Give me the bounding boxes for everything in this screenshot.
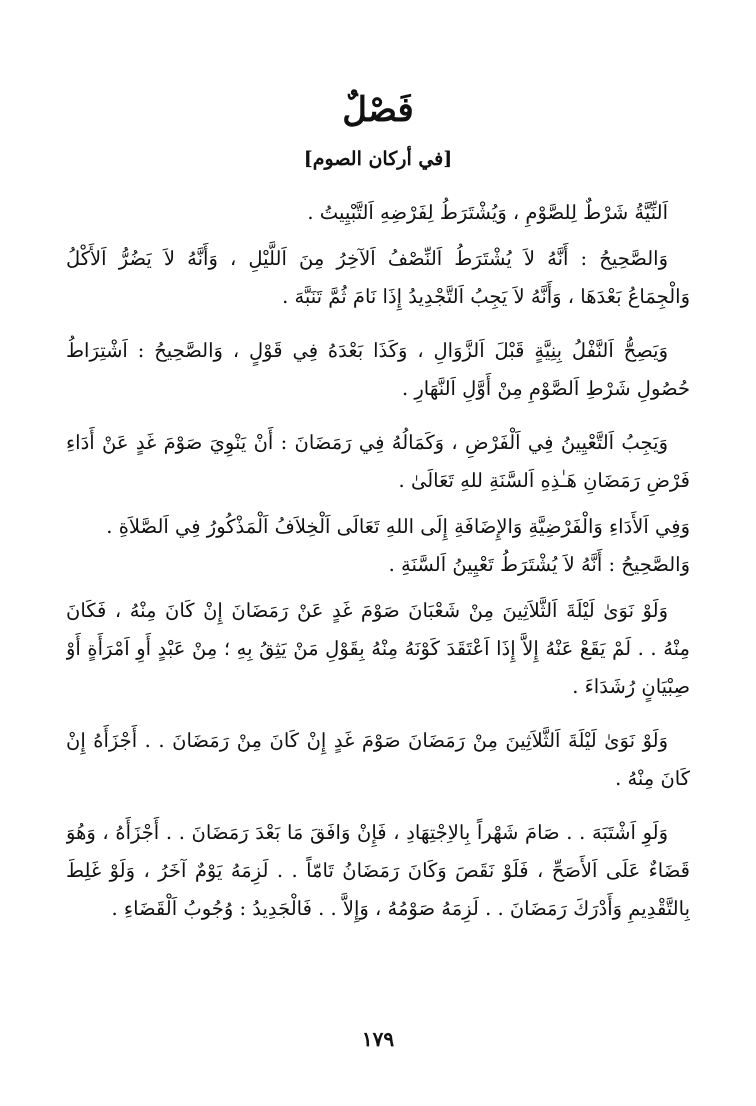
text-line: اَلنِّيَّةُ شَرْطٌ لِلصَّوْمِ ، وَيُشْتَرَطُ لِفَرْضِهِ اَلتَّبْيِيتُ . bbox=[307, 201, 668, 224]
text-line: وَلَوِ اَشْتَبَهَ . . صَامَ شَهْراً بِالاِجْتِهَادِ ، فَإِنْ وَافَقَ مَا بَعْدَ رَمَضَانَ . . أَجْزَأَهُ ، وَهُوَ bbox=[66, 821, 668, 844]
paragraph-5 bbox=[66, 508, 690, 546]
text-line: بِالتَّقْدِيمِ وَأَدْرَكَ رَمَضَانَ . . لَزِمَهُ صَوْمُهُ ، وَإِلاَّ . . فَالْجَدِيدُ : وُجُوبُ اَلْقَضَاءِ . bbox=[111, 897, 690, 920]
text-line: مِنْهُ . . لَمْ يَقَعْ عَنْهُ إِلاَّ إِذَا اَعْتَقَدَ كَوْنَهُ مِنْهُ بِقَوْلِ مَنْ يَثِقُ بِهِ ؛ مِنْ عَبْدٍ أَوِ اَمْرَأَةٍ أَوْ bbox=[66, 637, 690, 660]
text-line: وَفِي اَلأَدَاءِ وَالْفَرْضِيَّةِ وَالإِضَافَةِ إِلَى اللهِ تَعَالَى اَلْخِلاَفُ اَلْمَذْكُورُ فِي اَلصَّلاَةِ . bbox=[106, 515, 690, 538]
paragraph-8 bbox=[66, 722, 690, 798]
text-line: وَيَجِبُ اَلتَّعْيِينُ فِي اَلْفَرْضِ ، وَكَمَالُهُ فِي رَمَضَانَ : أَنْ يَنْوِيَ صَوْمَ غَدٍ عَنْ أَدَاءِ bbox=[66, 431, 668, 454]
text-line: وَالصَّحِيحُ : أَنَّهُ لاَ يُشْتَرَطُ اَلنِّصْفُ اَلآخِرُ مِنَ اَللَّيْلِ ، وَأَنَّهُ لاَ يَضُرُّ اَلأَكْلُ bbox=[66, 247, 668, 270]
paragraph-7 bbox=[66, 592, 690, 706]
text-line: صِبْيَانٍ رُشَدَاءَ . bbox=[572, 675, 690, 698]
section-heading: فَصْلٌ bbox=[342, 90, 414, 130]
text-line: حُصُولِ شَرْطِ اَلصَّوْمِ مِنْ أَوَّلِ اَلنَّهَارِ . bbox=[401, 377, 690, 400]
text-line: وَلَوْ نَوَىٰ لَيْلَةَ اَلثَّلاَثِينَ مِنْ رَمَضَانَ صَوْمَ غَدٍ إِنْ كَانَ مِنْ رَمَضَانَ . . أَجْزَأَهُ إِنْ bbox=[66, 729, 668, 752]
paragraph-9 bbox=[66, 814, 690, 928]
paragraph-4 bbox=[66, 424, 690, 500]
text-line: وَالْجِمَاعُ بَعْدَهَا ، وَأَنَّهُ لاَ يَجِبُ اَلتَّجْدِيدُ إِذَا نَامَ ثُمَّ تَنَبَّهَ . bbox=[282, 285, 690, 308]
paragraph-6 bbox=[66, 546, 690, 584]
text-line: وَالصَّحِيحُ : أَنَّهُ لاَ يُشْتَرَطُ تَعْيِينُ اَلسَّنَةِ . bbox=[388, 553, 690, 576]
text-line: فَرْضِ رَمَضَانِ هَـٰذِهِ اَلسَّنَةِ للهِ تَعَالَىٰ . bbox=[398, 469, 690, 492]
paragraph-1 bbox=[66, 194, 690, 232]
text-line: وَلَوْ نَوَىٰ لَيْلَةَ اَلثَّلاَثِينَ مِنْ شَعْبَانَ صَوْمَ غَدٍ عَنْ رَمَضَانَ إِنْ كَانَ مِنْهُ ، فَكَانَ bbox=[66, 599, 668, 622]
page-number: ١٧٩ bbox=[361, 1027, 395, 1051]
paragraph-2 bbox=[66, 240, 690, 316]
text-line: كَانَ مِنْهُ . bbox=[615, 767, 690, 790]
text-line: قَضَاءٌ عَلَى اَلأَصَحِّ ، فَلَوْ نَقَصَ وَكَانَ رَمَضَانُ تَامّاً . . لَزِمَهُ يَوْمٌ آخَرُ ، وَلَوْ غَلِطَ bbox=[66, 859, 690, 882]
paragraph-3 bbox=[66, 332, 690, 408]
text-line: وَيَصِحُّ اَلنَّفْلُ بِنِيَّةٍ قَبْلَ اَلزَّوَالِ ، وَكَذَا بَعْدَهُ فِي قَوْلٍ ، وَالصَّحِيحُ : اَشْتِرَاطُ bbox=[66, 339, 668, 362]
text-body bbox=[66, 194, 690, 928]
section-subheading: [في أركان الصوم] bbox=[303, 148, 453, 170]
